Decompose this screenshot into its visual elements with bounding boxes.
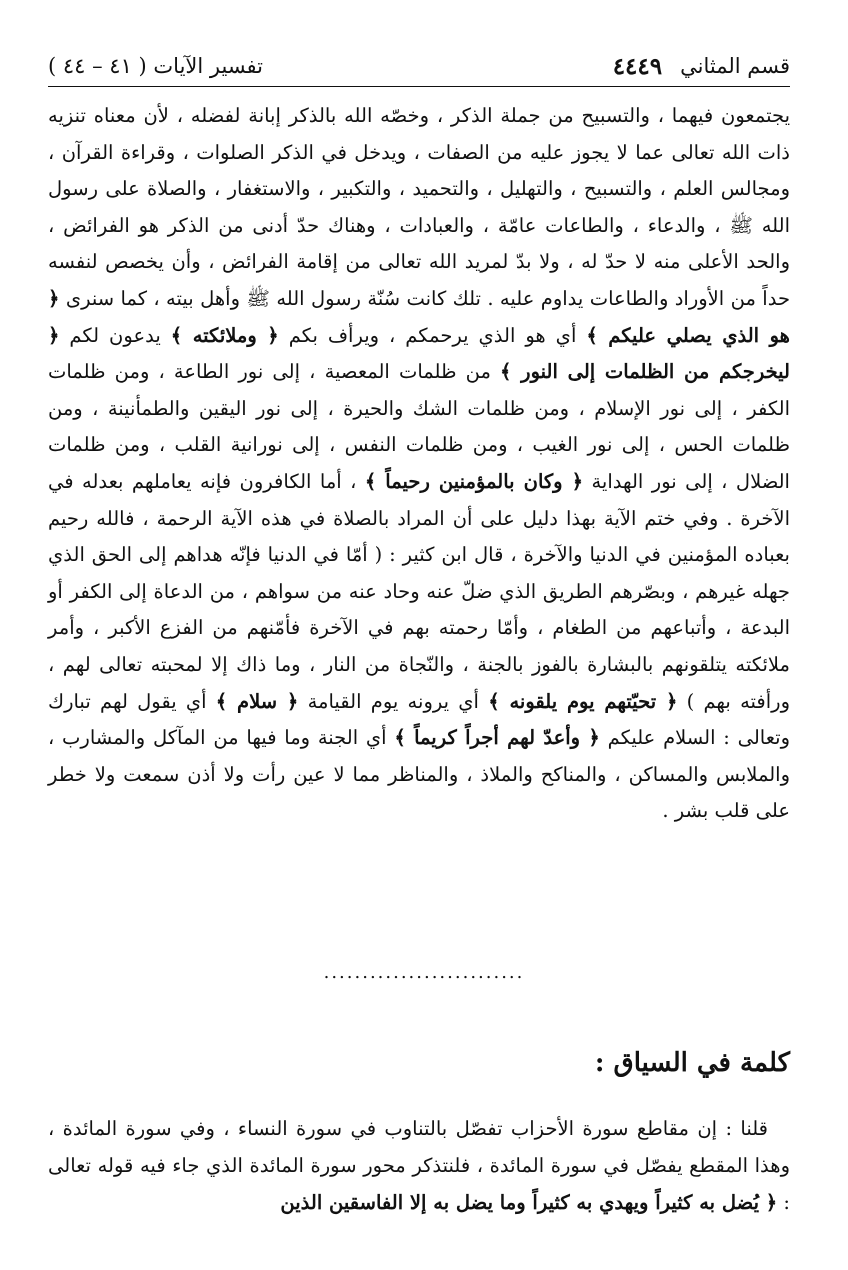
text-run: ، أما الكافرون فإنه يعاملهم بعدله في الآخرة . وفي ختم الآية بهذا دليل على أن المراد بالصلاة في هذه الآية الرحمة ، فالله رحيم بعباده المؤمنين في الدنيا والآخرة ، قال ابن كثير : ( أمّا في الدنيا فإنّه هداهم إلى الحق الذي جهله غيرهم ، وبصّرهم الطريق الذي ضلّ عنه وحاد عنه من سواهم ، من الدعاة إلى الكفر أو البدعة ، وأتباعهم من الطغام ، وأمّا رحمته بهم في الآخرة فأمّنهم من الفزع الأكبر ، وأمر ملائكته يتلقونهم بالبشارة بالفوز بالجنة ، والنّجاة من النار ، وما ذاك إلا لمحبته تعالى لهم ، ورأفته بهم ) xyxy=(48,469,790,713)
main-text xyxy=(48,98,790,830)
section-text xyxy=(48,1110,790,1221)
section-title: كلمة في السياق : xyxy=(594,1048,790,1078)
section-name: قسم المثاني xyxy=(680,54,790,78)
header-left xyxy=(613,53,790,80)
quran-verse: ﴿ وأعدّ لهم أجراً كريماً ﴾ xyxy=(394,726,600,750)
text-run: يدعون لكم xyxy=(69,323,161,347)
text-run: أي الجنة وما فيها من المآكل والمشارب ، والملابس والمساكن ، والمناكح والملاذ ، والمناظر مما لا عين رأت ولا أذن سمعت ولا خطر على قلب بشر . xyxy=(48,726,790,823)
quran-verse: ﴿ يُضل به كثيراً ويهدي به كثيراً وما يضل به إلا الفاسقين الذين xyxy=(280,1191,778,1214)
text-run: من ظلمات المعصية ، إلى نور الطاعة ، ومن ظلمات الكفر ، إلى نور الإسلام ، ومن ظلمات الشك والحيرة ، إلى نور اليقين والطمأنينة ، ومن ظلمات الحس ، إلى نور الغيب ، ومن ظلمات النفس ، إلى نورانية القلب ، ومن ظلمات الضلال ، إلى نور الهداية xyxy=(48,360,790,493)
quran-verse: ﴿ وكان بالمؤمنين رحيماً ﴾ xyxy=(364,469,584,493)
section-separator: .......................... xyxy=(323,962,525,983)
text-run: أي يقول لهم تبارك وتعالى : السلام عليكم xyxy=(48,689,790,750)
quran-verse: ﴿ تحيّتهم يوم يلقونه ﴾ xyxy=(488,689,678,713)
quran-verse: ﴿ سلام ﴾ xyxy=(215,689,299,713)
quran-verse: ﴿ ليخرجكم من الظلمات إلى النور ﴾ xyxy=(48,323,790,384)
text-run: قلنا : إن مقاطع سورة الأحزاب تفصّل بالتناوب في سورة النساء ، وفي سورة المائدة ، وهذا المقطع يفصّل في سورة المائدة ، فلنتذكر محور سورة المائدة الذي جاء فيه قوله تعالى : xyxy=(48,1117,790,1214)
page-header xyxy=(48,46,790,86)
header-rule xyxy=(48,86,790,87)
text-run: يجتمعون فيهما ، والتسبيح من جملة الذكر ، وخصّه الله بالذكر إبانة لفضله ، لأن معناه تنزيه ذات الله تعالى عما لا يجوز عليه من الصفات ، ويدخل في الذكر الصلوات ، وقراءة القرآن ، ومجالس العلم ، والتسبيح ، والتهليل ، والتحميد ، والتكبير ، والاستغفار ، والصلاة على رسول الله ﷺ ، والدعاء ، والطاعات عامّة ، والعبادات ، وهناك حدّ أدنى من الذكر هو الفرائض ، والحد الأعلى منه لا حدّ له ، ولا بدّ لمريد الله تعالى من إقامة الفرائض ، وأن يخصص لنفسه حداً من الأوراد والطاعات يداوم عليه . تلك كانت سُنّة رسول الله ﷺ وأهل بيته ، كما سنرى xyxy=(48,104,791,310)
running-title: تفسير الآيات ( ٤١ – ٤٤ ) xyxy=(48,54,264,78)
quran-verse: ﴿ هو الذي يصلي عليكم ﴾ xyxy=(48,286,790,347)
paragraph xyxy=(48,98,790,830)
paragraph xyxy=(48,1110,790,1221)
text-run: أي هو الذي يرحمكم ، ويرأف بكم xyxy=(288,323,577,347)
page-number: ٤٤٤٩ xyxy=(612,52,663,80)
quran-verse: ﴿ وملائكته ﴾ xyxy=(170,323,279,347)
text-run: أي يرونه يوم القيامة xyxy=(307,689,479,713)
